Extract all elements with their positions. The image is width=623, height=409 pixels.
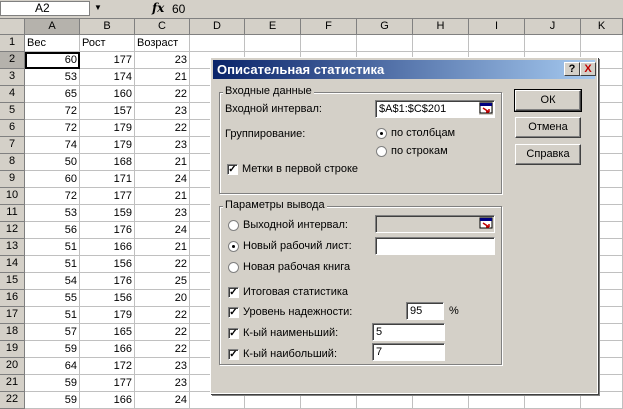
by-columns-label[interactable]: по столбцам bbox=[391, 127, 456, 139]
table-cell[interactable]: 172 bbox=[80, 358, 135, 375]
row-header[interactable]: 15 bbox=[0, 273, 25, 290]
table-cell[interactable]: 22 bbox=[135, 307, 190, 324]
by-columns-radio[interactable] bbox=[376, 128, 387, 139]
input-group-label: Входные данные bbox=[225, 85, 312, 97]
table-cell[interactable]: 176 bbox=[80, 222, 135, 239]
descriptive-statistics-dialog bbox=[210, 57, 598, 394]
table-cell[interactable]: 179 bbox=[80, 307, 135, 324]
name-box[interactable]: A2 bbox=[0, 1, 90, 16]
table-cell[interactable] bbox=[525, 392, 581, 409]
formula-bar bbox=[0, 0, 623, 19]
summary-stats-checkbox[interactable]: ✓ bbox=[229, 287, 238, 298]
row-header[interactable]: 7 bbox=[0, 137, 25, 154]
table-cell[interactable]: 171 bbox=[80, 171, 135, 188]
row-header[interactable]: 16 bbox=[0, 290, 25, 307]
table-cell[interactable]: 21 bbox=[135, 239, 190, 256]
grouping-label: Группирование: bbox=[225, 128, 306, 140]
table-cell[interactable]: 74 bbox=[25, 137, 80, 154]
cancel-button[interactable]: Отмена bbox=[515, 117, 581, 138]
header-cell[interactable] bbox=[525, 35, 581, 52]
table-cell[interactable]: 24 bbox=[135, 222, 190, 239]
column-header[interactable]: G bbox=[357, 19, 413, 35]
table-cell[interactable]: 24 bbox=[135, 171, 190, 188]
table-cell[interactable]: 177 bbox=[80, 52, 135, 69]
table-cell[interactable]: 53 bbox=[25, 69, 80, 86]
row-header[interactable]: 8 bbox=[0, 154, 25, 171]
table-cell[interactable]: 25 bbox=[135, 273, 190, 290]
table-cell[interactable]: 65 bbox=[25, 86, 80, 103]
table-cell[interactable] bbox=[581, 392, 623, 409]
input-range-value: $A$1:$C$201 bbox=[379, 103, 447, 115]
table-cell[interactable]: 51 bbox=[25, 256, 80, 273]
table-cell[interactable]: 22 bbox=[135, 120, 190, 137]
confidence-level-label[interactable]: Уровень надежности: bbox=[243, 306, 353, 318]
formula-input[interactable]: 60 bbox=[172, 2, 186, 16]
table-cell[interactable] bbox=[469, 392, 525, 409]
header-cell[interactable]: Рост bbox=[80, 35, 135, 52]
header-cell[interactable] bbox=[301, 35, 357, 52]
confidence-level-field[interactable]: 95 bbox=[406, 302, 444, 320]
table-cell[interactable] bbox=[357, 392, 413, 409]
table-cell[interactable]: 53 bbox=[25, 205, 80, 222]
table-cell[interactable]: 72 bbox=[25, 188, 80, 205]
table-cell[interactable]: 22 bbox=[135, 86, 190, 103]
table-cell[interactable]: 179 bbox=[80, 120, 135, 137]
row-header[interactable]: 3 bbox=[0, 69, 25, 86]
chevron-down-icon[interactable]: ▼ bbox=[94, 3, 102, 12]
table-cell[interactable]: 166 bbox=[80, 341, 135, 358]
close-icon[interactable]: X bbox=[580, 62, 596, 76]
table-cell[interactable]: 159 bbox=[80, 205, 135, 222]
row-header[interactable]: 4 bbox=[0, 86, 25, 103]
labels-first-row-label[interactable]: Метки в первой строке bbox=[242, 163, 359, 175]
table-cell[interactable]: 23 bbox=[135, 358, 190, 375]
table-cell[interactable]: 72 bbox=[25, 120, 80, 137]
table-cell[interactable]: 165 bbox=[80, 324, 135, 341]
row-header[interactable]: 5 bbox=[0, 103, 25, 120]
table-cell[interactable]: 23 bbox=[135, 375, 190, 392]
new-sheet-radio[interactable] bbox=[228, 241, 239, 252]
help-button[interactable]: Справка bbox=[515, 144, 581, 165]
table-cell[interactable] bbox=[190, 392, 245, 409]
new-sheet-label[interactable]: Новый рабочий лист: bbox=[243, 240, 352, 252]
table-cell[interactable] bbox=[301, 392, 357, 409]
range-select-icon[interactable] bbox=[479, 217, 493, 230]
table-cell[interactable]: 176 bbox=[80, 273, 135, 290]
labels-first-row-checkbox[interactable]: ✓ bbox=[228, 164, 237, 175]
active-cell[interactable]: 60 bbox=[25, 52, 80, 69]
output-range-field[interactable] bbox=[375, 215, 495, 233]
kth-largest-checkbox[interactable]: ✓ bbox=[229, 349, 238, 360]
column-header[interactable]: J bbox=[525, 19, 581, 35]
table-cell[interactable]: 24 bbox=[135, 392, 190, 409]
header-cell[interactable] bbox=[245, 35, 301, 52]
row-header[interactable]: 14 bbox=[0, 256, 25, 273]
table-cell[interactable]: 23 bbox=[135, 137, 190, 154]
help-icon[interactable]: ? bbox=[564, 62, 580, 76]
table-cell[interactable]: 22 bbox=[135, 324, 190, 341]
table-cell[interactable]: 54 bbox=[25, 273, 80, 290]
header-cell[interactable]: Возраст bbox=[135, 35, 190, 52]
output-group-label: Параметры вывода bbox=[225, 199, 325, 211]
header-cell[interactable] bbox=[581, 35, 623, 52]
row-header[interactable]: 20 bbox=[0, 358, 25, 375]
output-range-radio[interactable] bbox=[228, 220, 239, 231]
table-cell[interactable]: 51 bbox=[25, 239, 80, 256]
table-cell[interactable]: 156 bbox=[80, 256, 135, 273]
output-range-label[interactable]: Выходной интервал: bbox=[243, 219, 348, 231]
dialog-titlebar[interactable] bbox=[213, 60, 595, 79]
table-cell[interactable]: 20 bbox=[135, 290, 190, 307]
row-header[interactable]: 19 bbox=[0, 341, 25, 358]
table-cell[interactable]: 174 bbox=[80, 69, 135, 86]
table-cell[interactable]: 72 bbox=[25, 103, 80, 120]
table-cell[interactable]: 59 bbox=[25, 341, 80, 358]
row-header[interactable]: 10 bbox=[0, 188, 25, 205]
header-cell[interactable] bbox=[469, 35, 525, 52]
table-cell[interactable]: 166 bbox=[80, 239, 135, 256]
select-all-corner[interactable] bbox=[0, 19, 25, 35]
range-select-icon[interactable] bbox=[479, 102, 493, 115]
summary-stats-label[interactable]: Итоговая статистика bbox=[243, 286, 349, 298]
table-cell[interactable]: 60 bbox=[25, 171, 80, 188]
table-cell[interactable]: 177 bbox=[80, 188, 135, 205]
header-cell[interactable] bbox=[190, 35, 245, 52]
confidence-level-checkbox[interactable]: ✓ bbox=[229, 307, 238, 318]
row-header[interactable]: 18 bbox=[0, 324, 25, 341]
table-cell[interactable]: 168 bbox=[80, 154, 135, 171]
table-cell[interactable]: 22 bbox=[135, 256, 190, 273]
row-header[interactable]: 6 bbox=[0, 120, 25, 137]
header-cell[interactable] bbox=[357, 35, 413, 52]
table-cell[interactable]: 64 bbox=[25, 358, 80, 375]
table-cell[interactable]: 157 bbox=[80, 103, 135, 120]
table-cell[interactable]: 23 bbox=[135, 52, 190, 69]
header-cell[interactable]: Вес bbox=[25, 35, 80, 52]
table-cell[interactable]: 59 bbox=[25, 392, 80, 409]
column-header[interactable]: B bbox=[80, 19, 135, 35]
new-book-label[interactable]: Новая рабочая книга bbox=[243, 261, 351, 273]
percent-label: % bbox=[449, 305, 459, 317]
row-header[interactable]: 22 bbox=[0, 392, 25, 409]
kth-smallest-label[interactable]: К-ый наименьший: bbox=[243, 327, 339, 339]
row-header[interactable]: 11 bbox=[0, 205, 25, 222]
table-cell[interactable]: 23 bbox=[135, 205, 190, 222]
kth-smallest-field[interactable]: 5 bbox=[372, 323, 445, 341]
table-cell[interactable]: 22 bbox=[135, 341, 190, 358]
column-header[interactable]: A bbox=[25, 19, 80, 35]
by-rows-radio[interactable] bbox=[376, 146, 387, 157]
row-header[interactable]: 17 bbox=[0, 307, 25, 324]
table-cell[interactable]: 55 bbox=[25, 290, 80, 307]
column-header[interactable]: D bbox=[190, 19, 245, 35]
column-header[interactable]: H bbox=[413, 19, 469, 35]
table-cell[interactable]: 21 bbox=[135, 154, 190, 171]
kth-largest-field[interactable]: 7 bbox=[372, 343, 445, 361]
new-book-radio[interactable] bbox=[228, 262, 239, 273]
ok-button[interactable]: ОК bbox=[515, 90, 581, 111]
input-range-label: Входной интервал: bbox=[225, 103, 322, 115]
column-header[interactable]: K bbox=[581, 19, 623, 35]
function-icon[interactable]: fx bbox=[152, 1, 165, 15]
row-header[interactable]: 1 bbox=[0, 35, 25, 52]
row-header[interactable]: 2 bbox=[0, 52, 25, 69]
table-cell[interactable]: 160 bbox=[80, 86, 135, 103]
input-range-field[interactable] bbox=[375, 100, 495, 118]
table-cell[interactable] bbox=[245, 392, 301, 409]
header-cell[interactable] bbox=[413, 35, 469, 52]
new-sheet-field[interactable] bbox=[375, 237, 495, 255]
column-header[interactable]: F bbox=[301, 19, 357, 35]
dialog-title: Описательная статистика bbox=[217, 62, 385, 77]
kth-smallest-checkbox[interactable]: ✓ bbox=[229, 328, 238, 339]
kth-largest-label[interactable]: К-ый наибольший: bbox=[243, 348, 338, 360]
column-header[interactable]: E bbox=[245, 19, 301, 35]
table-cell[interactable]: 156 bbox=[80, 290, 135, 307]
column-header[interactable]: C bbox=[135, 19, 190, 35]
table-cell[interactable]: 51 bbox=[25, 307, 80, 324]
table-cell[interactable]: 56 bbox=[25, 222, 80, 239]
table-cell[interactable]: 21 bbox=[135, 188, 190, 205]
table-cell[interactable] bbox=[413, 392, 469, 409]
table-cell[interactable]: 179 bbox=[80, 137, 135, 154]
table-cell[interactable]: 177 bbox=[80, 375, 135, 392]
table-cell[interactable]: 23 bbox=[135, 103, 190, 120]
table-cell[interactable]: 50 bbox=[25, 154, 80, 171]
table-cell[interactable]: 59 bbox=[25, 375, 80, 392]
row-header[interactable]: 21 bbox=[0, 375, 25, 392]
table-cell[interactable]: 21 bbox=[135, 69, 190, 86]
row-header[interactable]: 9 bbox=[0, 171, 25, 188]
column-header[interactable]: I bbox=[469, 19, 525, 35]
by-rows-label[interactable]: по строкам bbox=[391, 145, 448, 157]
table-cell[interactable]: 166 bbox=[80, 392, 135, 409]
row-header[interactable]: 13 bbox=[0, 239, 25, 256]
row-header[interactable]: 12 bbox=[0, 222, 25, 239]
table-cell[interactable]: 57 bbox=[25, 324, 80, 341]
